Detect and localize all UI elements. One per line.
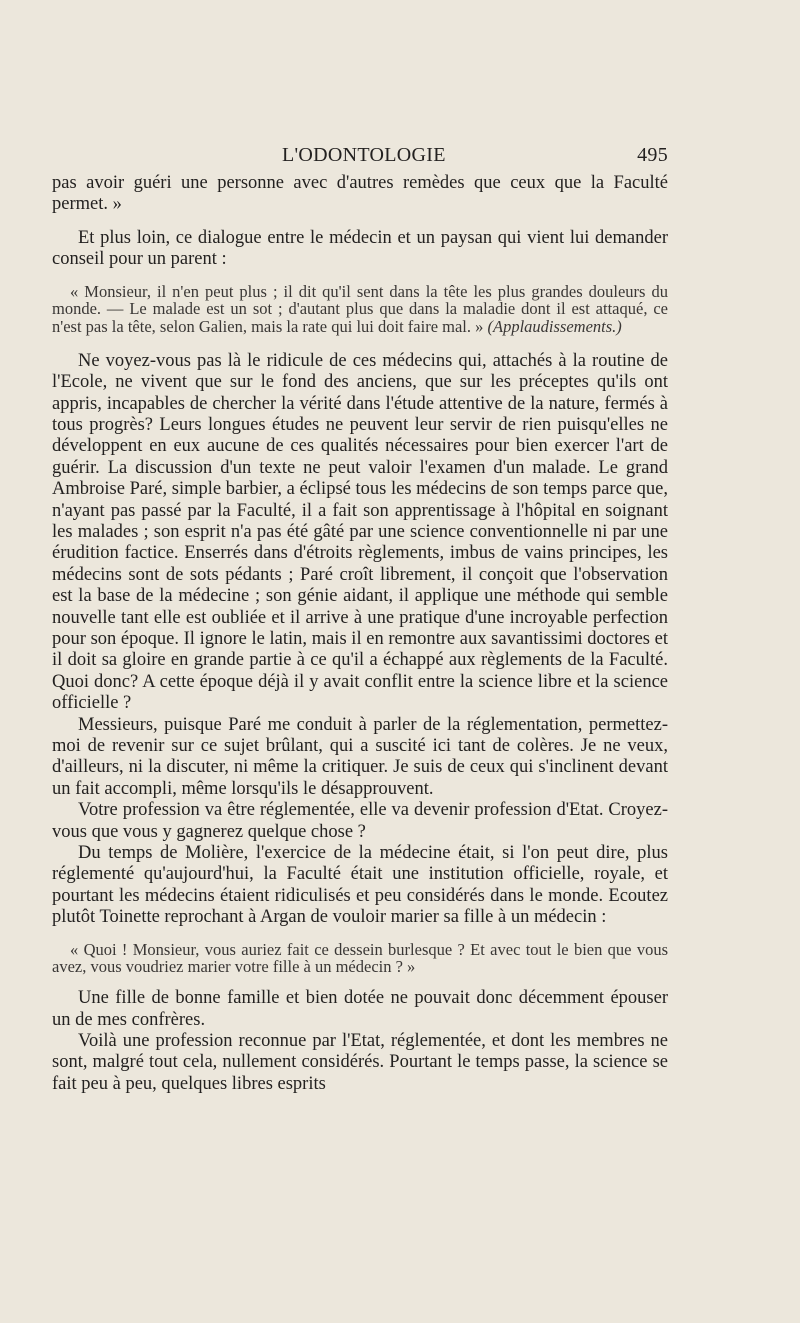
quotation — [52, 283, 668, 336]
paragraph: pas avoir guéri une personne avec d'autres remèdes que ceux que la Faculté permet. » — [52, 173, 668, 215]
paragraph: Messieurs, puisque Paré me conduit à parler de la réglementation, permettez-moi de revenir sur ce sujet brûlant, qui a suscité ici tant de colères. Je ne veux, d'ailleurs, ni la discuter, ni même la critiquer. Je suis de ceux qui s'inclinent devant un fait accompli, même lorsqu'ils le désapprouvent. — [52, 714, 668, 799]
quotation-text: « Monsieur, il n'en peut plus ; il dit qu'il sent dans la tête les plus grandes douleurs du monde. — Le malade est un sot ; d'autant plus que dans la maladie dont il est attaqué, ce n'est pas la tête, selon Galien, mais la rate qui lui doit faire mal. » — [52, 281, 668, 337]
paragraph: Ne voyez-vous pas là le ridicule de ces médecins qui, attachés à la routine de l'Ecole, ne vivent que sur le fond des anciens, que sur les préceptes qu'ils ont appris, incapables de chercher la vérité dans l'étude attentive de la nature, fermés à tous progrès? Leurs longues études ne peuvent leur servir de rien puisqu'elles ne développent en eux aucune de ces qualités nécessaires pour bien exercer l'art de guérir. La discussion d'un texte ne peut valoir l'examen d'un malade. Le grand Ambroise Paré, simple barbier, a éclipsé tous les médecins de son temps parce que, n'ayant pas passé par la Faculté, il a fait son apprentissage à l'hôpital en soignant les malades ; son esprit n'a pas été gâté par une science conventionnelle ni par une érudition factice. Enserrés dans d'étroits règlements, imbus de vains principes, les médecins sont de sots pédants ; Paré croît librement, il conçoit que l'observation est la base de la médecine ; son génie aidant, il applique une méthode qui semble nouvelle tant elle est oubliée et il arrive à une pratique d'une incroyable perfection pour son époque. Il ignore le latin, mais il en remontre aux savantissimi doctores et il doit sa gloire en grande partie à ce qu'il a échappé aux règlements de la Faculté. Quoi donc? A cette époque déjà il y avait conflit entre la science libre et la science officielle ? — [52, 350, 668, 714]
page-number: 495 — [637, 144, 668, 166]
running-title: L'ODONTOLOGIE — [282, 144, 446, 166]
applause-note: (Applaudissements.) — [487, 317, 622, 337]
paragraph: Voilà une profession reconnue par l'Etat, réglementée, et dont les membres ne sont, malgré tout cela, nullement considérés. Pourtant le temps passe, la science se fait peu à peu, quelques libres esprits — [52, 1030, 668, 1094]
quotation: « Quoi ! Monsieur, vous auriez fait ce dessein burlesque ? Et avec tout le bien que vous avez, vous voudriez marier votre fille à un médecin ? » — [52, 939, 668, 977]
paragraph: Votre profession va être réglementée, elle va devenir profession d'Etat. Croyez-vous que vous y gagnerez quelque chose ? — [52, 800, 668, 842]
paragraph: Et plus loin, ce dialogue entre le médecin et un paysan qui vient lui demander conseil pour un parent : — [52, 227, 668, 270]
page-body — [52, 173, 668, 1095]
paragraph: Une fille de bonne famille et bien dotée ne pouvait donc décemment épouser un de mes confrères. — [52, 988, 668, 1030]
paragraph: Du temps de Molière, l'exercice de la médecine était, si l'on peut dire, plus réglementé qu'aujourd'hui, la Faculté était une institution officielle, royale, et pourtant les médecins étaient ridiculisés et peu considérés dans le monde. Ecoutez plutôt Toinette reprochant à Argan de vouloir marier sa fille à un médecin : — [52, 843, 668, 928]
